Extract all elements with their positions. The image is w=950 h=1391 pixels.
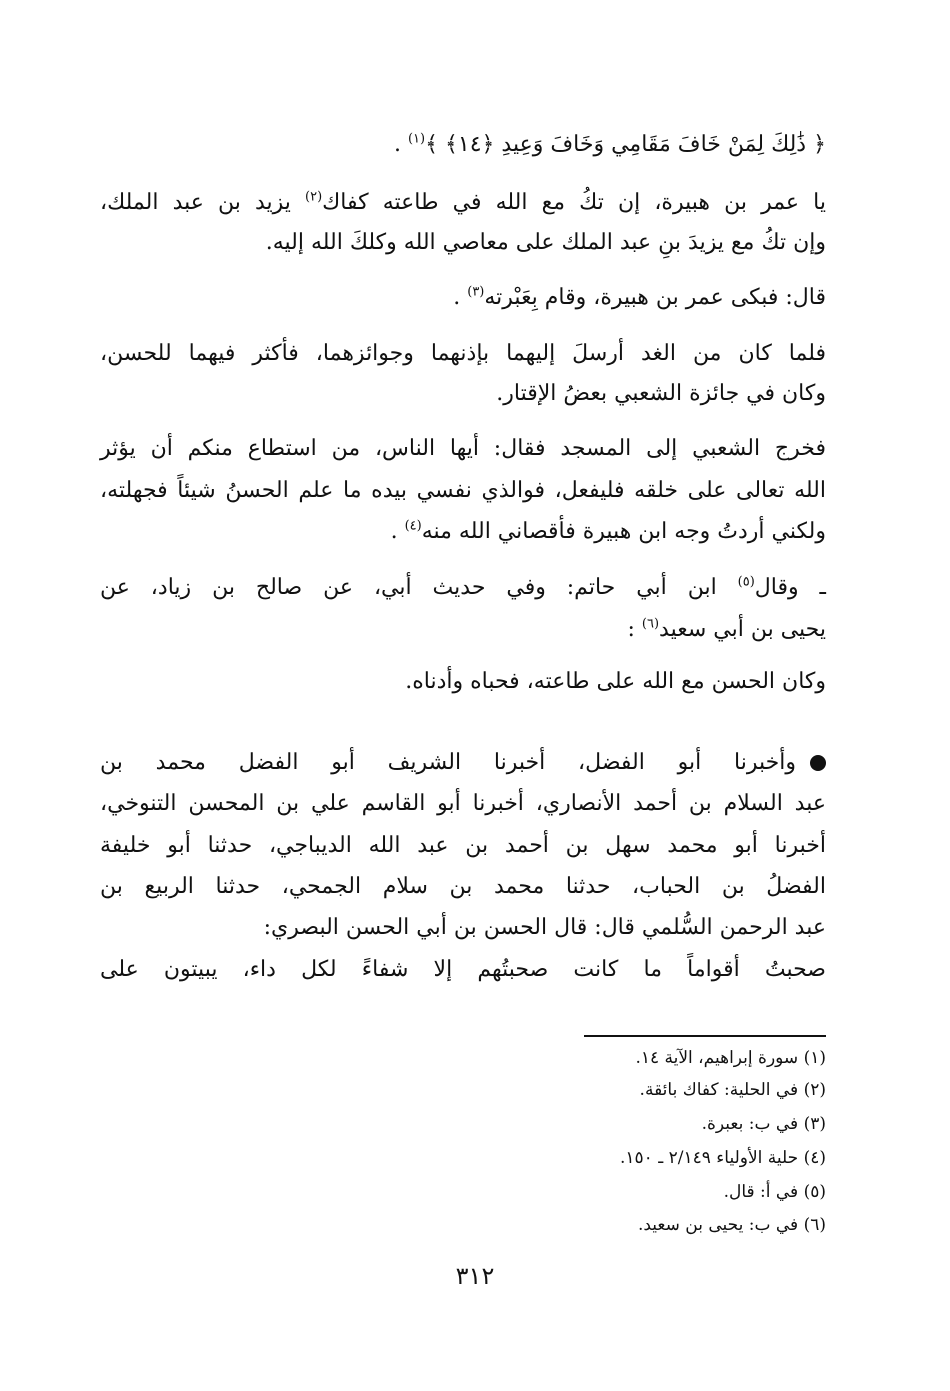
para7-line3: أخبرنا أبو محمد سهل بن أحمد بن عبد الله الديباجي، حدثنا أبو خليفة xyxy=(100,833,826,858)
para7-line1-text: وأخبرنا أبو الفضل، أخبرنا الشريف أبو الفضل محمد بن xyxy=(100,750,796,775)
footnote-ref-4: (٤) xyxy=(404,518,422,534)
footnote-5: (٥) في أ: قال. xyxy=(723,1182,826,1202)
footnote-ref-3: (٣) xyxy=(467,284,485,300)
para4-line3 xyxy=(100,515,826,549)
para5-line1-text-a: ـ وقال xyxy=(754,575,826,600)
para1-line2: وإن تكُ مع يزيدَ بنِ عبد الملك على معاصي الله وكلكَ الله إليه. xyxy=(265,230,826,255)
para3-line2: وكان في جائزة الشعبي بعضُ الإقتار. xyxy=(496,381,826,406)
para5-line1 xyxy=(100,571,826,605)
para1-line1-text-a: يا عمر بن هبيرة، إن تكُ مع الله في طاعته كفاك xyxy=(322,190,826,215)
para4-line3-end: . xyxy=(390,519,405,544)
footnote-ref-5: (٥) xyxy=(737,574,755,590)
para7-line6: صحبتُ أقواماً ما كانت صحبتُهم إلا شفاءً لكل داء، يبيتون على xyxy=(100,957,826,982)
para1-line1 xyxy=(100,186,826,220)
para7-line5: عبد الرحمن السُّلمي قال: قال الحسن بن أبي الحسن البصري: xyxy=(263,915,826,940)
para7-line1 xyxy=(100,746,826,780)
footnote-ref-1: (١) xyxy=(407,131,426,147)
para2-line xyxy=(100,281,826,315)
para5-line2-text: يحيى بن أبي سعيد xyxy=(659,617,826,642)
quran-verse-line xyxy=(100,128,826,162)
verse-end: . xyxy=(393,132,408,157)
footnote-ref-6: (٦) xyxy=(641,616,660,632)
para7-line4: الفضلُ بن الحباب، حدثنا محمد بن سلام الجمحي، حدثنا الربيع بن xyxy=(100,874,826,899)
para5-line1-text-b: ابن أبي حاتم: وفي حديث أبي، عن صالح بن زياد، عن xyxy=(100,575,738,600)
page-number: ٣١٢ xyxy=(455,1262,495,1290)
para7-line2: عبد السلام بن أحمد الأنصاري، أخبرنا أبو القاسم علي بن المحسن التنوخي، xyxy=(100,791,826,816)
section-bullet-icon xyxy=(810,755,826,771)
footnote-3: (٣) في ب: بعبرة. xyxy=(701,1114,826,1134)
para6-line: وكان الحسن مع الله على طاعته، فحباه وأدناه. xyxy=(405,669,826,694)
footnote-ref-2: (٢) xyxy=(305,189,323,205)
para1-line1-text-b: يزيد بن عبد الملك، xyxy=(100,190,306,215)
quran-verse: ﴿ ذَٰلِكَ لِمَنْ خَافَ مَقَامِي وَخَافَ وَعِيدِ ﴿١٤﴾ ﴾ xyxy=(425,132,826,157)
footnote-2: (٢) في الحلية: كفاك بائقة. xyxy=(639,1080,826,1100)
para2-text: قال: فبكى عمر بن هبيرة، وقام بِعَبْرته xyxy=(484,285,826,310)
para3-line1: فلما كان من الغد أرسلَ إليهما بإذنهما وجوائزهما، فأكثر فيهما للحسن، xyxy=(100,341,826,366)
para4-line2: الله تعالى على خلقه فليفعل، فوالذي نفسي بيده ما علم الحسنُ شيئاً فجهلته، xyxy=(100,478,826,503)
para2-end: . xyxy=(453,285,468,310)
para4-line1: فخرج الشعبي إلى المسجد فقال: أيها الناس، من استطاع منكم أن يؤثر xyxy=(100,436,826,461)
para5-line2-end: : xyxy=(627,617,642,642)
footnote-6: (٦) في ب: يحيى بن سعيد. xyxy=(637,1215,826,1235)
para4-line3-text: ولكني أردتُ وجه ابن هبيرة فأقصاني الله منه xyxy=(421,519,826,544)
para5-line2 xyxy=(100,613,826,647)
footnote-4: (٤) حلية الأولياء ٢/١٤٩ ـ ١٥٠. xyxy=(620,1148,826,1168)
footnote-divider xyxy=(584,1035,826,1037)
footnote-1: (١) سورة إبراهيم، الآية ١٤. xyxy=(635,1048,826,1068)
